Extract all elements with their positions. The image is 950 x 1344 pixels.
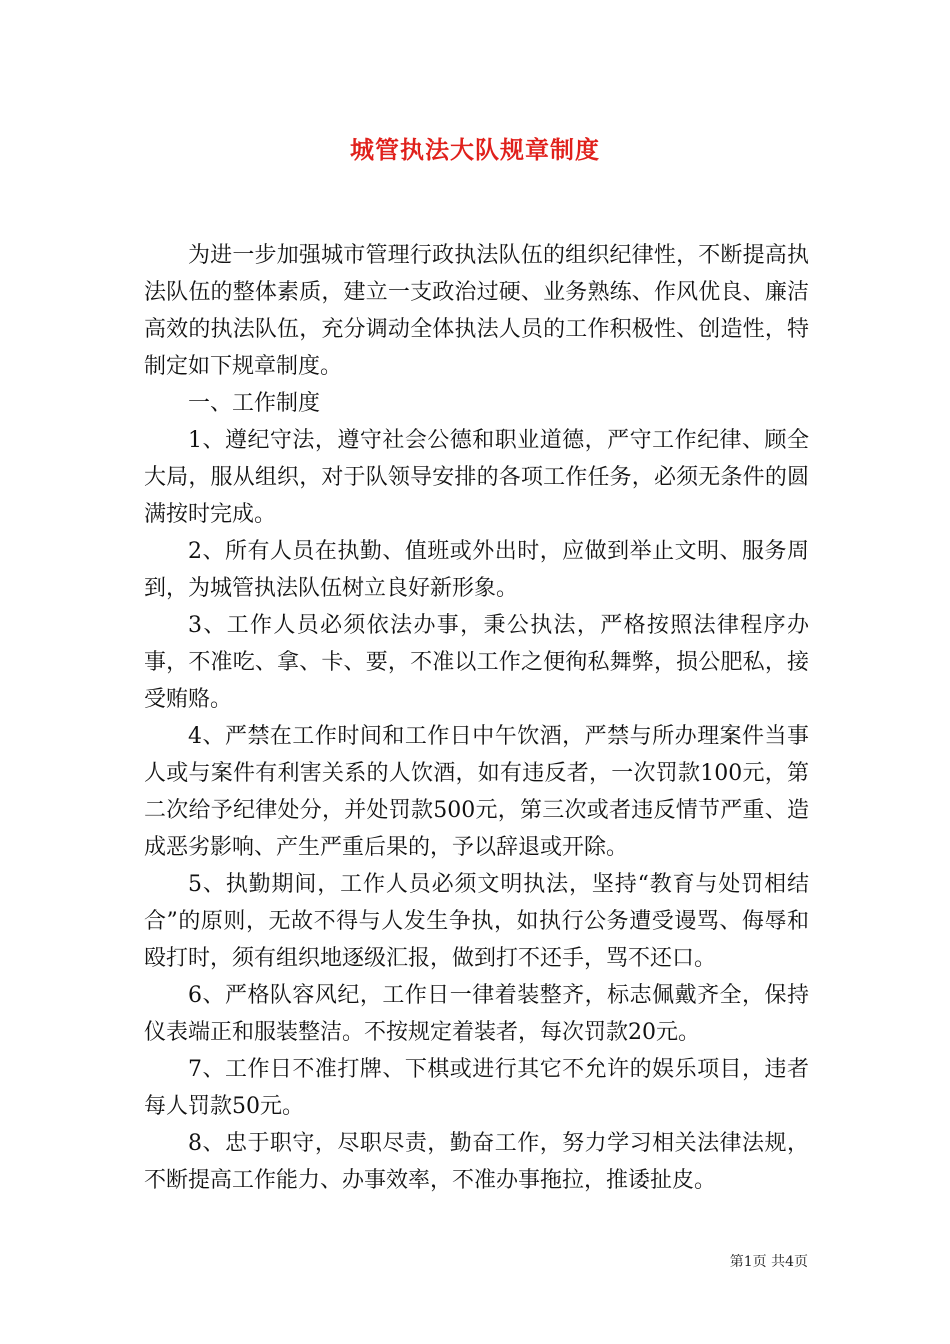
document-title: 城管执法大队规章制度	[350, 135, 600, 164]
rule-item-5: 5、执勤期间，工作人员必须文明执法，坚持“教育与处罚相结合”的原则，无故不得与人发生争执，如执行公务遭受谩骂、侮辱和殴打时，须有组织地逐级汇报，做到打不还手，骂不还口。	[144, 872, 809, 971]
rule-item-3: 3、工作人员必须依法办事，秉公执法，严格按照法律程序办事，不准吃、拿、卡、要，不准以工作之便徇私舞弊，损公肥私，接受贿赂。	[144, 613, 809, 712]
page-number: 第1页 共4页	[729, 1254, 808, 1270]
section-heading: 一、工作制度	[188, 391, 321, 416]
rule-item-1: 1、遵纪守法，遵守社会公德和职业道德，严守工作纪律、顾全大局，服从组织，对于队领导安排的各项工作任务，必须无条件的圆满按时完成。	[144, 428, 809, 527]
intro-paragraph: 为进一步加强城市管理行政执法队伍的组织纪律性，不断提高执法队伍的整体素质，建立一支政治过硬、业务熟练、作风优良、廉洁高效的执法队伍，充分调动全体执法人员的工作积极性、创造性，特制定如下规章制度。	[144, 243, 809, 379]
rule-item-2: 2、所有人员在执勤、值班或外出时，应做到举止文明、服务周到，为城管执法队伍树立良好新形象。	[144, 539, 809, 601]
document-body	[144, 237, 809, 1199]
rule-item-8: 8、忠于职守，尽职尽责，勤奋工作，努力学习相关法律法规，不断提高工作能力、办事效率，不准办事拖拉，推诿扯皮。	[144, 1131, 809, 1193]
rule-item-7: 7、工作日不准打牌、下棋或进行其它不允许的娱乐项目，违者每人罚款50元。	[144, 1057, 809, 1119]
rule-item-4: 4、严禁在工作时间和工作日中午饮酒，严禁与所办理案件当事人或与案件有利害关系的人饮酒，如有违反者，一次罚款100元，第二次给予纪律处分，并处罚款500元，第三次或者违反情节严重、造成恶劣影响、产生严重后果的，予以辞退或开除。	[144, 724, 809, 860]
rule-item-6: 6、严格队容风纪，工作日一律着装整齐，标志佩戴齐全，保持仪表端正和服装整洁。不按规定着装者，每次罚款20元。	[144, 983, 809, 1045]
